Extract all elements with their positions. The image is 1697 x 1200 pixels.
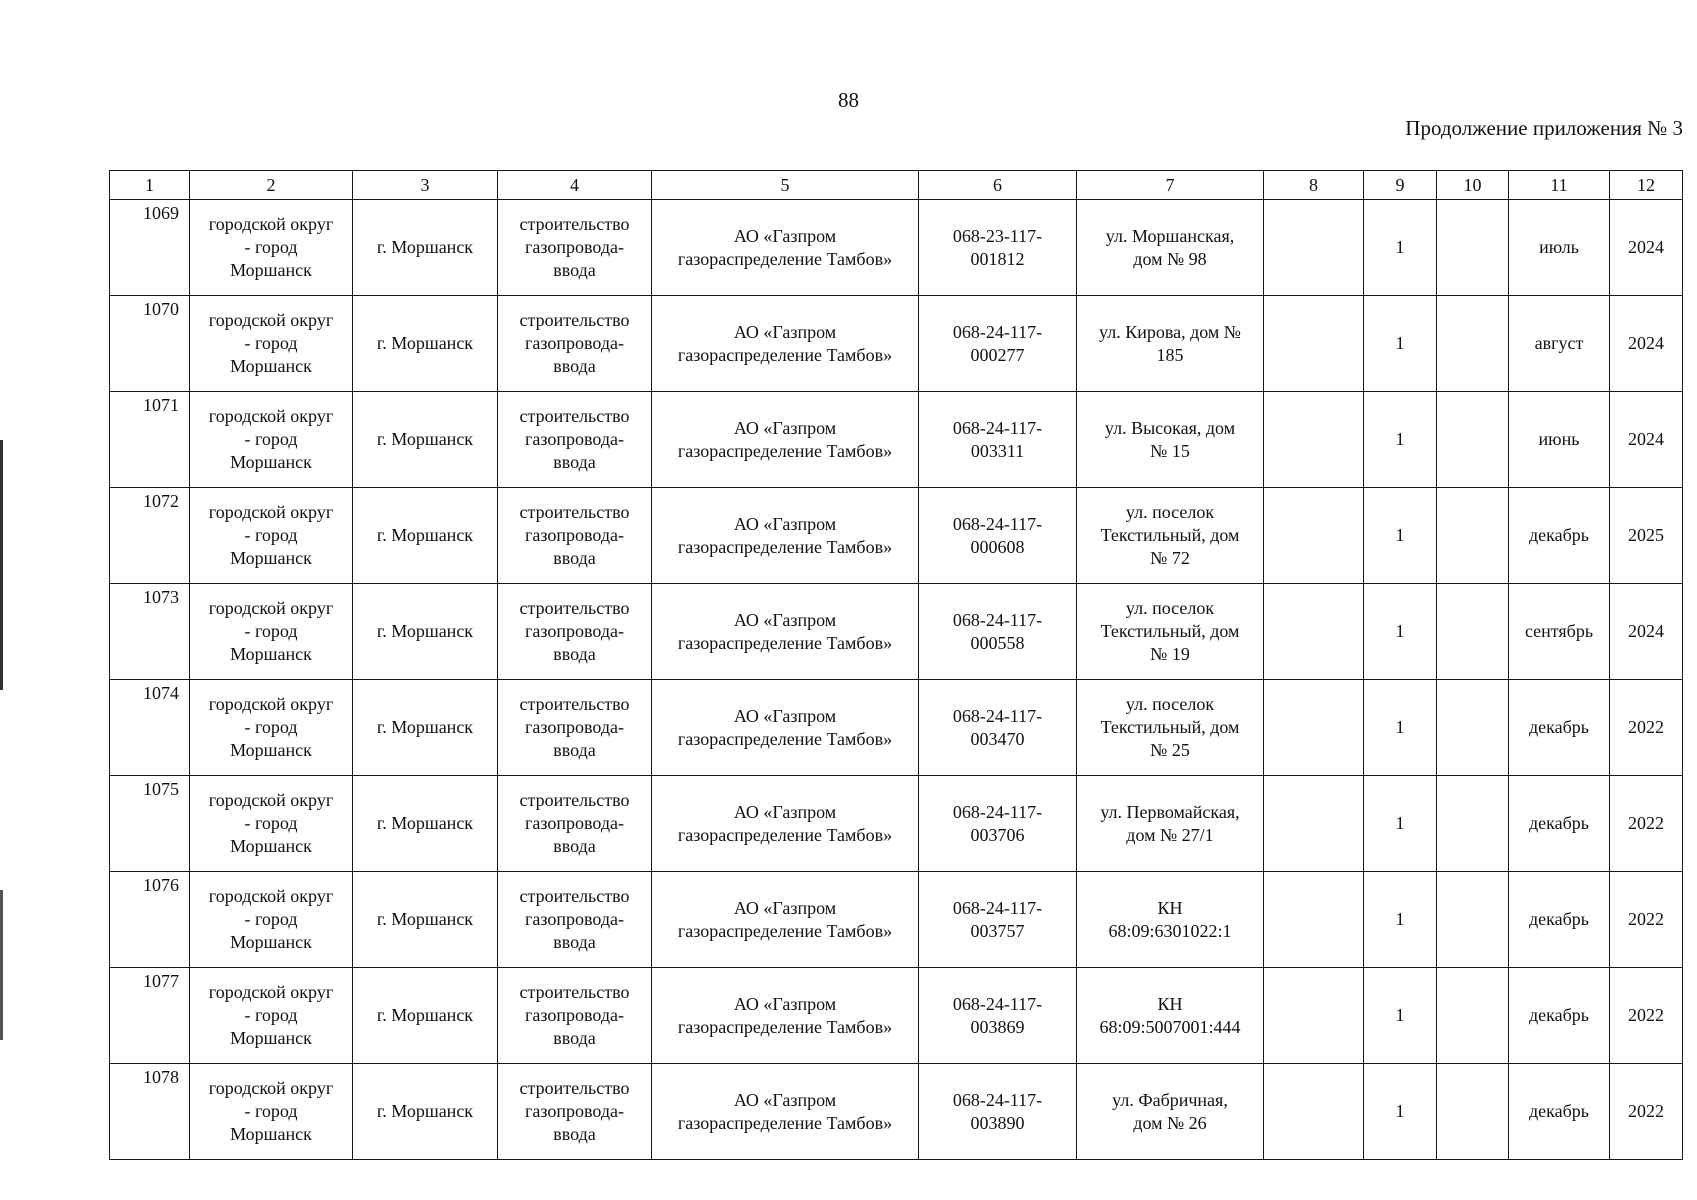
district-cell (190, 488, 353, 584)
object-code-cell (919, 296, 1077, 392)
organization-cell (652, 1064, 919, 1160)
month-cell-text: декабрь (1529, 1005, 1589, 1025)
organization-cell-text: АО «Газпром газораспределение Тамбов» (677, 801, 893, 845)
quantity-cell (1364, 584, 1437, 680)
address-cell (1077, 872, 1264, 968)
quantity-cell (1364, 296, 1437, 392)
column-8-cell (1264, 1064, 1364, 1160)
address-cell (1077, 968, 1264, 1064)
district-cell-text: городской округ - город Моршанск (208, 598, 334, 664)
work-type-cell-text: строительство газопровода- ввода (519, 310, 630, 376)
row-number-cell-text: 1077 (143, 971, 179, 991)
object-code-cell (919, 680, 1077, 776)
locality-cell-text: г. Моршанск (376, 813, 474, 833)
locality-cell (353, 296, 498, 392)
column-10-cell (1437, 680, 1509, 776)
row-number-cell-text: 1070 (143, 299, 179, 319)
column-header: 2 (190, 171, 353, 200)
year-cell-text: 2022 (1628, 717, 1664, 737)
column-8-cell (1264, 680, 1364, 776)
district-cell (190, 1064, 353, 1160)
organization-cell-text: АО «Газпром газораспределение Тамбов» (677, 609, 893, 653)
row-number-cell (110, 776, 190, 872)
column-8-cell (1264, 392, 1364, 488)
organization-cell (652, 296, 919, 392)
row-number-cell (110, 296, 190, 392)
object-code-cell (919, 776, 1077, 872)
year-cell-text: 2025 (1628, 525, 1664, 545)
work-type-cell (498, 200, 652, 296)
column-header: 4 (498, 171, 652, 200)
work-type-cell-text: строительство газопровода- ввода (519, 214, 630, 280)
district-cell (190, 872, 353, 968)
column-8-cell (1264, 200, 1364, 296)
month-cell (1509, 776, 1610, 872)
quantity-cell-text: 1 (1395, 525, 1405, 545)
scan-edge-mark (0, 440, 3, 690)
scan-edge-mark (0, 890, 3, 1040)
district-cell (190, 968, 353, 1064)
object-code-cell (919, 1064, 1077, 1160)
address-cell (1077, 200, 1264, 296)
locality-cell (353, 968, 498, 1064)
address-cell-text: ул. Фабричная, дом № 26 (1112, 1089, 1228, 1133)
column-8-cell (1264, 584, 1364, 680)
work-type-cell (498, 776, 652, 872)
locality-cell-text: г. Моршанск (376, 717, 474, 737)
row-number-cell-text: 1071 (143, 395, 179, 415)
work-type-cell (498, 296, 652, 392)
row-number-cell-text: 1069 (143, 203, 179, 223)
work-type-cell (498, 584, 652, 680)
table-row (110, 968, 1683, 1064)
column-header: 11 (1509, 171, 1610, 200)
row-number-cell (110, 200, 190, 296)
quantity-cell (1364, 392, 1437, 488)
quantity-cell (1364, 776, 1437, 872)
year-cell (1610, 392, 1683, 488)
locality-cell (353, 392, 498, 488)
month-cell-text: декабрь (1529, 813, 1589, 833)
table-row (110, 488, 1683, 584)
table-row (110, 680, 1683, 776)
address-cell-text: КН 68:09:6301022:1 (1108, 897, 1232, 941)
work-type-cell-text: строительство газопровода- ввода (519, 406, 630, 472)
year-cell-text: 2024 (1628, 429, 1664, 449)
quantity-cell-text: 1 (1395, 813, 1405, 833)
year-cell (1610, 968, 1683, 1064)
object-code-cell-text: 068-24-117- 003706 (952, 801, 1043, 845)
column-8-cell (1264, 776, 1364, 872)
organization-cell (652, 392, 919, 488)
column-8-cell (1264, 872, 1364, 968)
address-cell-text: ул. Высокая, дом № 15 (1104, 417, 1236, 461)
row-number-cell (110, 488, 190, 584)
column-10-cell (1437, 392, 1509, 488)
month-cell (1509, 872, 1610, 968)
district-cell (190, 392, 353, 488)
month-cell (1509, 584, 1610, 680)
month-cell (1509, 200, 1610, 296)
column-10-cell (1437, 584, 1509, 680)
row-number-cell (110, 584, 190, 680)
row-number-cell-text: 1073 (143, 587, 179, 607)
address-cell-text: ул. Первомайская, дом № 27/1 (1100, 801, 1240, 845)
locality-cell (353, 488, 498, 584)
column-header: 6 (919, 171, 1077, 200)
organization-cell (652, 776, 919, 872)
address-cell (1077, 584, 1264, 680)
column-header: 1 (110, 171, 190, 200)
quantity-cell-text: 1 (1395, 909, 1405, 929)
quantity-cell (1364, 680, 1437, 776)
district-cell-text: городской округ - город Моршанск (208, 502, 334, 568)
work-type-cell-text: строительство газопровода- ввода (519, 694, 630, 760)
quantity-cell-text: 1 (1395, 237, 1405, 257)
column-header: 9 (1364, 171, 1437, 200)
work-type-cell (498, 488, 652, 584)
organization-cell (652, 872, 919, 968)
locality-cell (353, 584, 498, 680)
locality-cell (353, 776, 498, 872)
year-cell-text: 2024 (1628, 333, 1664, 353)
month-cell (1509, 488, 1610, 584)
locality-cell (353, 200, 498, 296)
column-10-cell (1437, 872, 1509, 968)
month-cell-text: декабрь (1529, 909, 1589, 929)
work-type-cell (498, 872, 652, 968)
table-row (110, 776, 1683, 872)
column-header: 12 (1610, 171, 1683, 200)
district-cell-text: городской округ - город Моршанск (208, 694, 334, 760)
object-code-cell-text: 068-24-117- 003470 (952, 705, 1043, 749)
organization-cell-text: АО «Газпром газораспределение Тамбов» (677, 1089, 893, 1133)
month-cell-text: июль (1539, 237, 1579, 257)
table-row (110, 392, 1683, 488)
district-cell (190, 584, 353, 680)
district-cell (190, 776, 353, 872)
district-cell (190, 296, 353, 392)
table-row (110, 872, 1683, 968)
month-cell-text: декабрь (1529, 525, 1589, 545)
locality-cell-text: г. Моршанск (376, 1005, 474, 1025)
organization-cell (652, 680, 919, 776)
object-code-cell-text: 068-24-117- 000277 (952, 321, 1043, 365)
row-number-cell (110, 968, 190, 1064)
object-code-cell (919, 872, 1077, 968)
quantity-cell-text: 1 (1395, 717, 1405, 737)
quantity-cell (1364, 488, 1437, 584)
month-cell-text: август (1534, 333, 1584, 353)
column-10-cell (1437, 488, 1509, 584)
table-row (110, 200, 1683, 296)
district-cell-text: городской округ - город Моршанск (208, 310, 334, 376)
organization-cell (652, 488, 919, 584)
column-8-cell (1264, 488, 1364, 584)
year-cell-text: 2024 (1628, 237, 1664, 257)
work-type-cell (498, 392, 652, 488)
year-cell (1610, 296, 1683, 392)
district-cell-text: городской округ - город Моршанск (208, 982, 334, 1048)
column-8-cell (1264, 968, 1364, 1064)
district-cell-text: городской округ - город Моршанск (208, 886, 334, 952)
work-type-cell-text: строительство газопровода- ввода (519, 790, 630, 856)
column-10-cell (1437, 776, 1509, 872)
row-number-cell-text: 1078 (143, 1067, 179, 1087)
address-cell-text: ул. поселок Текстильный, дом № 25 (1100, 694, 1240, 760)
object-code-cell (919, 392, 1077, 488)
object-code-cell (919, 584, 1077, 680)
organization-cell (652, 200, 919, 296)
month-cell (1509, 392, 1610, 488)
work-type-cell-text: строительство газопровода- ввода (519, 1078, 630, 1144)
organization-cell-text: АО «Газпром газораспределение Тамбов» (677, 225, 893, 269)
month-cell-text: декабрь (1529, 717, 1589, 737)
organization-cell-text: АО «Газпром газораспределение Тамбов» (677, 417, 893, 461)
district-cell-text: городской округ - город Моршанск (208, 214, 334, 280)
column-header: 8 (1264, 171, 1364, 200)
organization-cell-text: АО «Газпром газораспределение Тамбов» (677, 705, 893, 749)
district-cell-text: городской округ - город Моршанск (208, 790, 334, 856)
month-cell (1509, 1064, 1610, 1160)
year-cell-text: 2022 (1628, 813, 1664, 833)
month-cell-text: сентябрь (1524, 621, 1594, 641)
year-cell (1610, 872, 1683, 968)
organization-cell-text: АО «Газпром газораспределение Тамбов» (677, 513, 893, 557)
organization-cell-text: АО «Газпром газораспределение Тамбов» (677, 993, 893, 1037)
locality-cell-text: г. Моршанск (376, 1101, 474, 1121)
year-cell-text: 2022 (1628, 909, 1664, 929)
month-cell (1509, 680, 1610, 776)
address-cell-text: ул. поселок Текстильный, дом № 19 (1100, 598, 1240, 664)
address-cell-text: КН 68:09:5007001:444 (1099, 993, 1241, 1037)
column-8-cell (1264, 296, 1364, 392)
table-header (110, 171, 1683, 200)
organization-cell (652, 968, 919, 1064)
object-code-cell-text: 068-24-117- 003757 (952, 897, 1043, 941)
district-cell (190, 200, 353, 296)
column-header: 10 (1437, 171, 1509, 200)
column-header: 7 (1077, 171, 1264, 200)
object-code-cell-text: 068-24-117- 003890 (952, 1089, 1043, 1133)
quantity-cell-text: 1 (1395, 333, 1405, 353)
row-number-cell (110, 392, 190, 488)
work-type-cell-text: строительство газопровода- ввода (519, 982, 630, 1048)
quantity-cell (1364, 968, 1437, 1064)
column-10-cell (1437, 1064, 1509, 1160)
year-cell-text: 2022 (1628, 1005, 1664, 1025)
object-code-cell-text: 068-24-117- 000558 (952, 609, 1043, 653)
locality-cell (353, 680, 498, 776)
locality-cell-text: г. Моршанск (376, 429, 474, 449)
column-10-cell (1437, 968, 1509, 1064)
row-number-cell (110, 872, 190, 968)
address-cell (1077, 680, 1264, 776)
object-code-cell-text: 068-24-117- 000608 (952, 513, 1043, 557)
quantity-cell (1364, 1064, 1437, 1160)
locality-cell-text: г. Моршанск (376, 525, 474, 545)
work-type-cell-text: строительство газопровода- ввода (519, 886, 630, 952)
locality-cell (353, 872, 498, 968)
row-number-cell (110, 680, 190, 776)
quantity-cell-text: 1 (1395, 1101, 1405, 1121)
locality-cell-text: г. Моршанск (376, 621, 474, 641)
month-cell (1509, 296, 1610, 392)
object-code-cell (919, 200, 1077, 296)
header-row (110, 171, 1683, 200)
object-code-cell-text: 068-23-117- 001812 (952, 225, 1043, 269)
year-cell (1610, 1064, 1683, 1160)
locality-cell-text: г. Моршанск (376, 237, 474, 257)
organization-cell-text: АО «Газпром газораспределение Тамбов» (677, 897, 893, 941)
object-code-cell-text: 068-24-117- 003869 (952, 993, 1043, 1037)
organization-cell-text: АО «Газпром газораспределение Тамбов» (677, 321, 893, 365)
address-cell-text: ул. Кирова, дом № 185 (1099, 321, 1241, 365)
quantity-cell (1364, 200, 1437, 296)
district-cell-text: городской округ - город Моршанск (208, 1078, 334, 1144)
page-number: 88 (838, 88, 859, 112)
table-row (110, 584, 1683, 680)
column-10-cell (1437, 296, 1509, 392)
address-cell (1077, 776, 1264, 872)
month-cell-text: декабрь (1529, 1101, 1589, 1121)
organization-cell (652, 584, 919, 680)
year-cell (1610, 584, 1683, 680)
quantity-cell (1364, 872, 1437, 968)
table-row (110, 1064, 1683, 1160)
object-code-cell (919, 968, 1077, 1064)
annex-caption: Продолжение приложения № 3 (1405, 116, 1683, 140)
work-type-cell (498, 1064, 652, 1160)
year-cell (1610, 200, 1683, 296)
object-code-cell (919, 488, 1077, 584)
row-number-cell-text: 1076 (143, 875, 179, 895)
locality-cell-text: г. Моршанск (376, 333, 474, 353)
district-cell-text: городской округ - город Моршанск (208, 406, 334, 472)
address-cell (1077, 392, 1264, 488)
work-type-cell-text: строительство газопровода- ввода (519, 502, 630, 568)
row-number-cell-text: 1074 (143, 683, 179, 703)
district-cell (190, 680, 353, 776)
address-cell (1077, 296, 1264, 392)
register-table (109, 170, 1683, 1160)
work-type-cell (498, 968, 652, 1064)
address-cell-text: ул. Моршанская, дом № 98 (1105, 225, 1235, 269)
work-type-cell (498, 680, 652, 776)
table-row (110, 296, 1683, 392)
table-body (110, 200, 1683, 1160)
column-header: 3 (353, 171, 498, 200)
address-cell (1077, 1064, 1264, 1160)
locality-cell (353, 1064, 498, 1160)
year-cell (1610, 488, 1683, 584)
year-cell (1610, 776, 1683, 872)
locality-cell-text: г. Моршанск (376, 909, 474, 929)
column-10-cell (1437, 200, 1509, 296)
row-number-cell-text: 1075 (143, 779, 179, 799)
address-cell (1077, 488, 1264, 584)
quantity-cell-text: 1 (1395, 621, 1405, 641)
row-number-cell-text: 1072 (143, 491, 179, 511)
address-cell-text: ул. поселок Текстильный, дом № 72 (1100, 502, 1240, 568)
year-cell (1610, 680, 1683, 776)
work-type-cell-text: строительство газопровода- ввода (519, 598, 630, 664)
row-number-cell (110, 1064, 190, 1160)
object-code-cell-text: 068-24-117- 003311 (952, 417, 1043, 461)
quantity-cell-text: 1 (1395, 429, 1405, 449)
month-cell (1509, 968, 1610, 1064)
column-header: 5 (652, 171, 919, 200)
year-cell-text: 2022 (1628, 1101, 1664, 1121)
year-cell-text: 2024 (1628, 621, 1664, 641)
month-cell-text: июнь (1538, 429, 1580, 449)
quantity-cell-text: 1 (1395, 1005, 1405, 1025)
